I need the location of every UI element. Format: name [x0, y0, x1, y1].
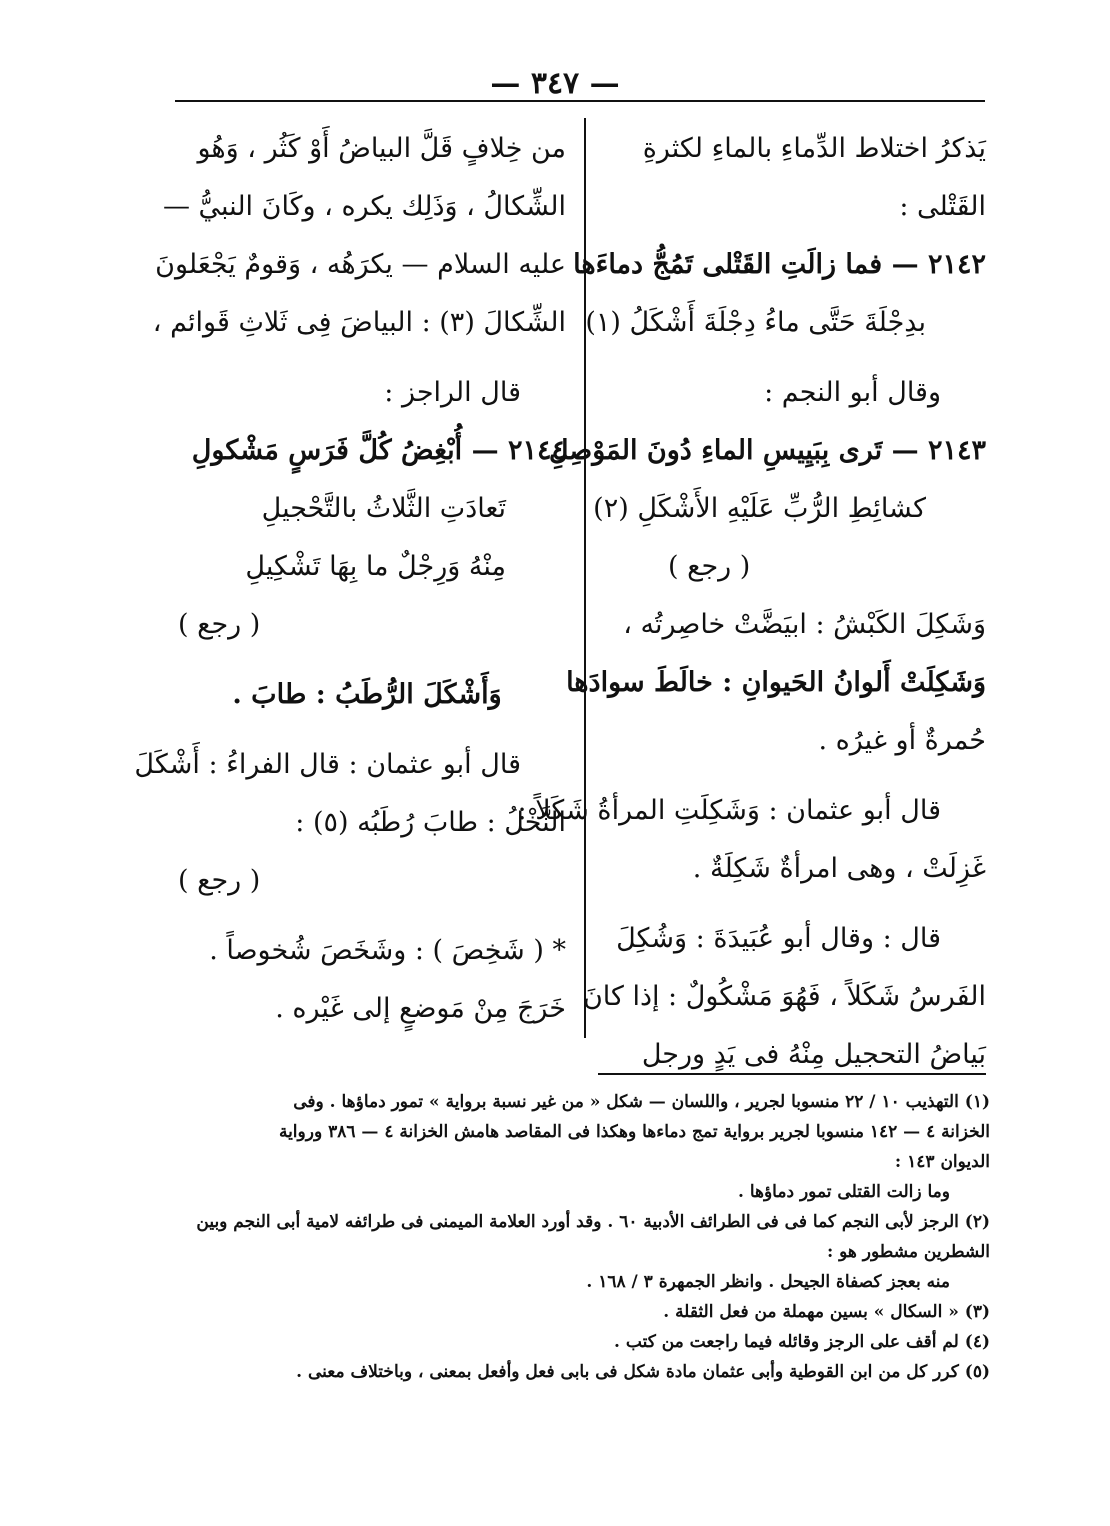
text-line: الشِّكالَ (٣) : البياضَ فِى ثَلاثِ قَوائم ، — [152, 307, 566, 338]
entry-heading: * ( شَخِصَ ) : وشَخَصَ شُخوصاً . — [209, 935, 566, 966]
text-line: القَتْلى : — [899, 191, 986, 222]
text-line: قال أبو عثمان : قال الفراءُ : أَشْكَلَ — [134, 749, 521, 780]
text-line: حُمرةٌ أو غيرُه . — [818, 725, 986, 756]
verse-line: بدِجْلَةَ حَتَّى ماءُ دِجْلَةَ أَشْكَلُ (١) — [585, 307, 926, 338]
text-line: من خِلافٍ قَلَّ البياضُ أَوْ كَثُر ، وَهُو — [197, 133, 566, 164]
footnotes — [160, 1090, 990, 1390]
text-line: النَّخْلُ : طابَ رُطَبُه (٥) : — [295, 807, 566, 838]
verse-line: ٢١٤٣ — تَرى بِبَيِيسِ الماءِ دُونَ المَوْصِلِ — [548, 435, 986, 466]
section-marker: ( رجع ) — [178, 609, 261, 640]
footnote-continuation: الخزانة ٤ — ١٤٢ منسوبا لجرير برواية تمج دماءها وهكذا فى المقاصد هامش الخزانة ٤ — ٣٨٦ ورواية — [278, 1122, 990, 1142]
header-rule — [175, 100, 985, 102]
text-line: الشِّكالُ ، وَذَلِك يكره ، وكَانَ النبيُّ — — [162, 191, 566, 222]
section-marker: ( رجع ) — [668, 551, 751, 582]
verse-line: مِنْهُ وَرِجْلٌ ما بِهَا تَشْكِيلِ — [245, 551, 506, 582]
text-line: وَشَكِلَتْ أَلوانُ الحَيوانِ : خالَطَ سوادَها — [566, 667, 986, 698]
right-column — [517, 120, 986, 1084]
footnote-continuation: الديوان ١٤٣ : — [894, 1152, 990, 1172]
footnote-rule — [598, 1073, 986, 1075]
footnote-continuation: الشطرين مشطور هو : — [826, 1242, 990, 1262]
footnote: (٤) لم أقف على الرجز وقائله فيما راجعت من كتب . — [614, 1332, 990, 1352]
text-line: غَزِلَتْ ، وهى امرأةٌ شَكِلَةٌ . — [692, 853, 986, 884]
footnote: (٥) كرر كل من ابن القوطية وأبى عثمان مادة شكل فى بابى فعل وأفعل بمعنى ، وباختلاف معنى . — [296, 1362, 990, 1382]
text-line: قال الراجز : — [384, 377, 521, 408]
page-number: — ٣٤٧ — — [490, 66, 620, 101]
verse-line: ٢١٤٢ — فما زالَتِ القَتْلى تَمُجُّ دماءَها — [573, 249, 986, 280]
text-line: وَأَشْكَلَ الرُّطَبُ : طابَ . — [232, 679, 502, 710]
text-line: الفَرسُ شَكَلاً ، فَهُوَ مَشْكُولٌ : إذا كانَ — [582, 981, 986, 1012]
text-line: قال أبو عثمان : وَشَكِلَتِ المرأةُ شَكَلاً : — [517, 795, 941, 826]
text-line: قال : وقال أبو عُبَيدَةَ : وَشُكِلَ — [616, 923, 941, 954]
footnote: (٣) « السكال » بسين مهملة من فعل الثقلة . — [663, 1302, 990, 1322]
footnote-continuation: وما زالت القتلى تمور دماؤها . — [737, 1182, 950, 1202]
left-column — [134, 120, 566, 1038]
verse-line: تَعادَتِ الثَّلاثُ بالتَّحْجيلِ — [261, 493, 506, 524]
text-line: عليه السلام — يكرَهُه ، وَقومٌ يَجْعَلونَ — [155, 249, 566, 280]
text-line: وَشَكِلَ الكَبْشُ : ابيَضَّتْ خاصِرتُه ، — [623, 609, 986, 640]
footnote-continuation: منه بعجز كصفاة الجيحل . وانظر الجمهرة ٣ / ١٦٨ . — [586, 1272, 950, 1292]
text-line: بَياضُ التحجيل مِنْهُ فى يَدٍ ورجل — [641, 1039, 986, 1070]
text-line: يَذكرُ اختلاط الدِّماءِ بالماءِ لكثرةِ — [642, 133, 986, 164]
text-line: خَرَجَ مِنْ مَوضعٍ إلى غَيْره . — [275, 993, 566, 1024]
section-marker: ( رجع ) — [178, 865, 261, 896]
verse-line: كشائِطِ الرُّبِّ عَلَيْهِ الأَشْكَلِ (٢) — [593, 493, 926, 524]
footnote: (١) التهذيب ١٠ / ٢٢ منسوبا لجرير ، واللسان — شكل « من غير نسبة برواية » تمور دماؤها . وفى — [293, 1092, 990, 1112]
text-line: وقال أبو النجم : — [764, 377, 941, 408]
verse-line: ٢١٤٤ — أُبْغِضُ كُلَّ فَرَسٍ مَشْكولِ — [191, 435, 566, 466]
footnote: (٢) الرجز لأبى النجم كما فى فى الطرائف الأدبية ٦٠ . وقد أورد العلامة الميمنى فى طرائفه لامية أبى النجم وبين — [196, 1212, 990, 1232]
